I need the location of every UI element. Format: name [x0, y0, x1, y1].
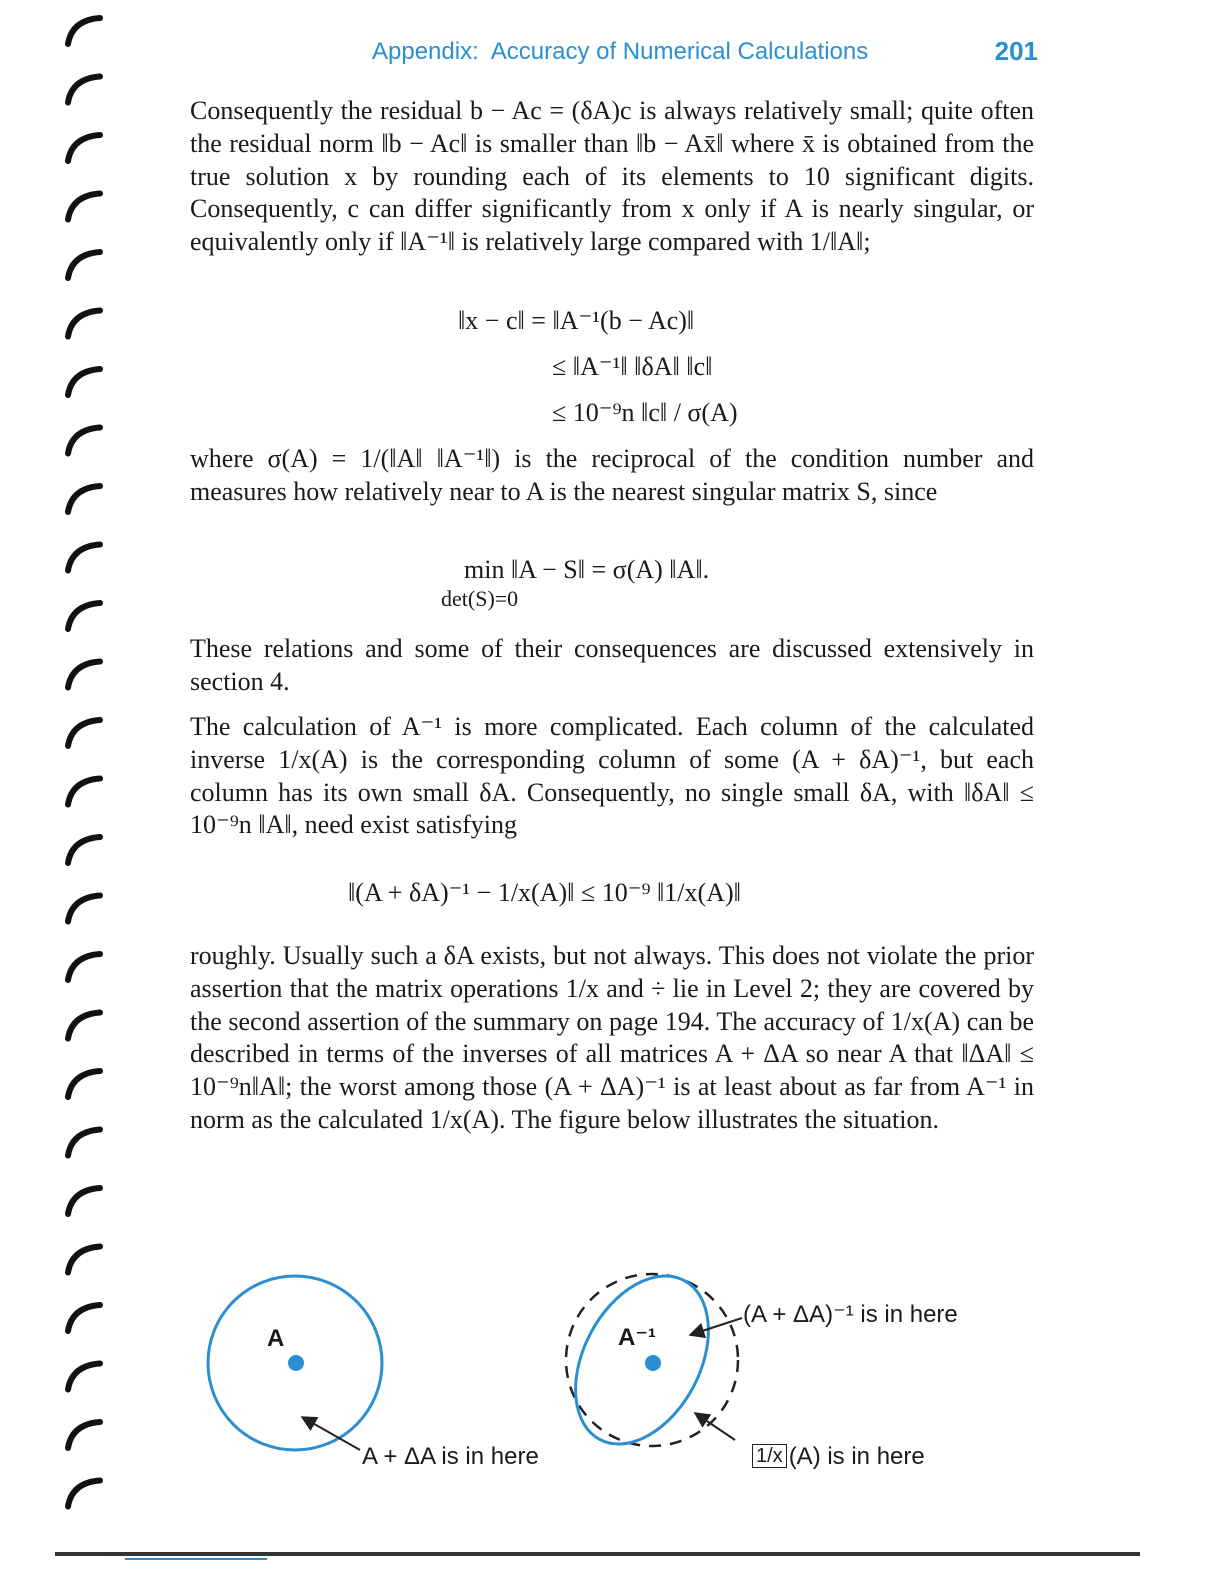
- inverse-region-figure: [190, 1255, 1030, 1485]
- equation-min-subscript: det(S)=0: [441, 586, 519, 611]
- equation-line-2: ≤ ‖A⁻¹‖ ‖δA‖ ‖c‖: [552, 352, 713, 381]
- paragraph-relations: These relations and some of their consequences are discussed extensively in section 4.: [190, 634, 1034, 696]
- binding-coil: [68, 779, 100, 805]
- binding-coil: [68, 1481, 100, 1507]
- binding-coil: [68, 837, 100, 863]
- bottom-accent-rule: [125, 1558, 267, 1560]
- paragraph-residual: Consequently the residual b − Ac = (δA)c is always relatively small; quite often the residual norm ‖b − Ac‖ is smaller than ‖b − Ax̄‖ where x̄ is obtained from the true solution x by rounding each of its elements to 10 significant digits. Consequently, c can differ significantly from x only if A is nearly singular, or equivalently only if ‖A⁻¹‖ is relatively large compared with 1/‖A‖;: [190, 96, 1034, 257]
- binding-coil: [68, 1188, 100, 1214]
- equation-line-3: ≤ 10⁻⁹n ‖c‖ / σ(A): [552, 398, 738, 427]
- paragraph-condition-number: where σ(A) = 1/(‖A‖ ‖A⁻¹‖) is the reciprocal of the condition number and measures how relatively near to A is the nearest singular matrix S, since: [190, 444, 1034, 506]
- bottom-rule: [55, 1552, 1140, 1556]
- binding-coil: [68, 252, 100, 278]
- binding-coil: [68, 18, 100, 44]
- binding-coil: [68, 662, 100, 688]
- binding-coil: [68, 194, 100, 220]
- binding-coil: [68, 311, 100, 337]
- binding-coil: [68, 954, 100, 980]
- figure-label-a-delta-region: A + ΔA is in here: [362, 1443, 539, 1470]
- equation-min: min ‖A − S‖ = σ(A) ‖A‖.: [464, 555, 710, 584]
- binding-coil: [68, 1422, 100, 1448]
- paragraph-roughly: roughly. Usually such a δA exists, but not always. This does not violate the prior assertion that the matrix operations 1/x and ÷ lie in Level 2; they are covered by the second assertion of the summary on page 194. The accuracy of 1/x(A) can be described in terms of the inverses of all matrices A + ΔA so near A that ‖ΔA‖ ≤ 10⁻⁹n‖A‖; the worst among those (A + ΔA)⁻¹ is at least about as far from A⁻¹ in norm as the calculated 1/x(A). The figure below illustrates the situation.: [190, 941, 1034, 1134]
- binding-coil: [68, 1013, 100, 1039]
- running-head: Appendix: Accuracy of Numerical Calculations: [372, 38, 869, 65]
- ellipse-calculated-inverse-region: [549, 1255, 736, 1467]
- equation-inverse-inequality: ‖(A + δA)⁻¹ − 1/x(A)‖ ≤ 10⁻⁹ ‖1/x(A)‖: [348, 878, 741, 907]
- binding-coil: [68, 77, 100, 103]
- point-a-inverse: [645, 1355, 661, 1371]
- binding-coil: [68, 545, 100, 571]
- figure-label-calculated-region: [750, 1443, 925, 1471]
- binding-coil: [68, 428, 100, 454]
- binding-coil: [68, 135, 100, 161]
- figure-label-a-inverse: A⁻¹: [618, 1324, 656, 1351]
- figure-label-calculated-suffix: (A) is in here: [788, 1443, 925, 1470]
- equation-line-1: ‖x − c‖ = ‖A⁻¹(b − Ac)‖: [458, 306, 695, 335]
- binding-coil: [68, 603, 100, 629]
- binding-coil: [68, 1071, 100, 1097]
- binding-coil: [68, 720, 100, 746]
- page-number: 201: [994, 36, 1038, 66]
- figure-label-inverse-delta-region: (A + ΔA)⁻¹ is in here: [743, 1301, 958, 1328]
- key-reciprocal-figure: 1/x: [752, 1444, 787, 1468]
- binding-coil: [68, 486, 100, 512]
- binding-coil: [68, 1130, 100, 1156]
- binding-coil: [68, 1305, 100, 1331]
- binding-coil: [68, 896, 100, 922]
- arrow-to-a-region: [302, 1417, 360, 1450]
- page-header: [372, 34, 1038, 70]
- binding-coil: [68, 1364, 100, 1390]
- binding-coil: [68, 369, 100, 395]
- binding-coils-graphic: [50, 0, 120, 1584]
- paragraph-inverse: The calculation of A⁻¹ is more complicated. Each column of the calculated inverse 1/x(A) is the corresponding column of some (A + δA)⁻¹, but each column has its own small δA. Consequently, no single small δA, with ‖δA‖ ≤ 10⁻⁹n ‖A‖, need exist satisfying: [190, 712, 1034, 840]
- spiral-binding: [50, 0, 120, 1584]
- figure-label-a: A: [267, 1325, 285, 1352]
- point-a: [288, 1355, 304, 1371]
- binding-coil: [68, 1247, 100, 1273]
